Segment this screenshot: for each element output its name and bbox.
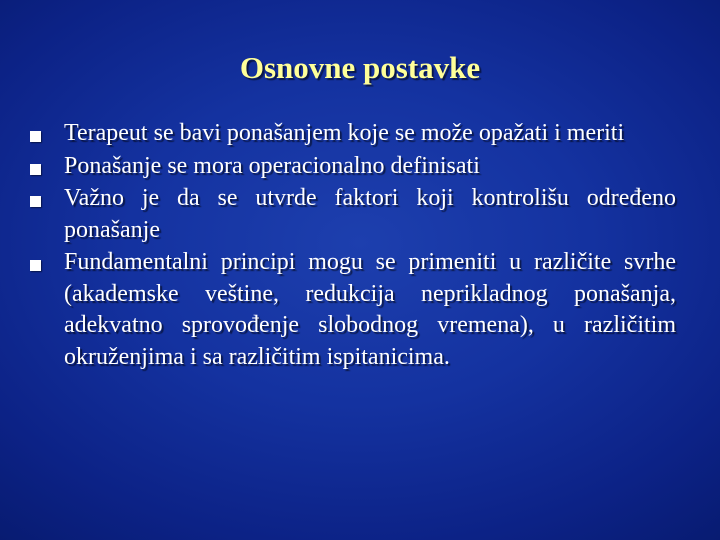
slide-title: Osnovne postavke: [239, 50, 481, 85]
square-bullet-icon: [30, 260, 41, 271]
bullet-text: Ponašanje se mora operacionalno definisati: [64, 152, 480, 179]
bullet-item: [30, 247, 676, 373]
bullet-list: [30, 118, 676, 374]
square-bullet-icon: [30, 196, 41, 207]
square-bullet-icon: [30, 131, 41, 142]
bullet-text: Fundamentalni principi mogu se primeniti u različite svrhe (akademske veštine, redukcija neprikladnog ponašanja, adekvatno sprovođenje slobodnog vremena), u različitim okruženjima i sa različitim ispitanicima.: [64, 249, 676, 370]
bullet-item: [30, 151, 676, 183]
bullet-item: [30, 183, 676, 246]
bullet-item: [30, 118, 676, 150]
bullet-text: Važno je da se utvrde faktori koji kontrolišu određeno ponašanje: [64, 185, 676, 243]
bullet-text: Terapeut se bavi ponašanjem koje se može opažati i meriti: [64, 120, 625, 146]
square-bullet-icon: [30, 164, 41, 175]
